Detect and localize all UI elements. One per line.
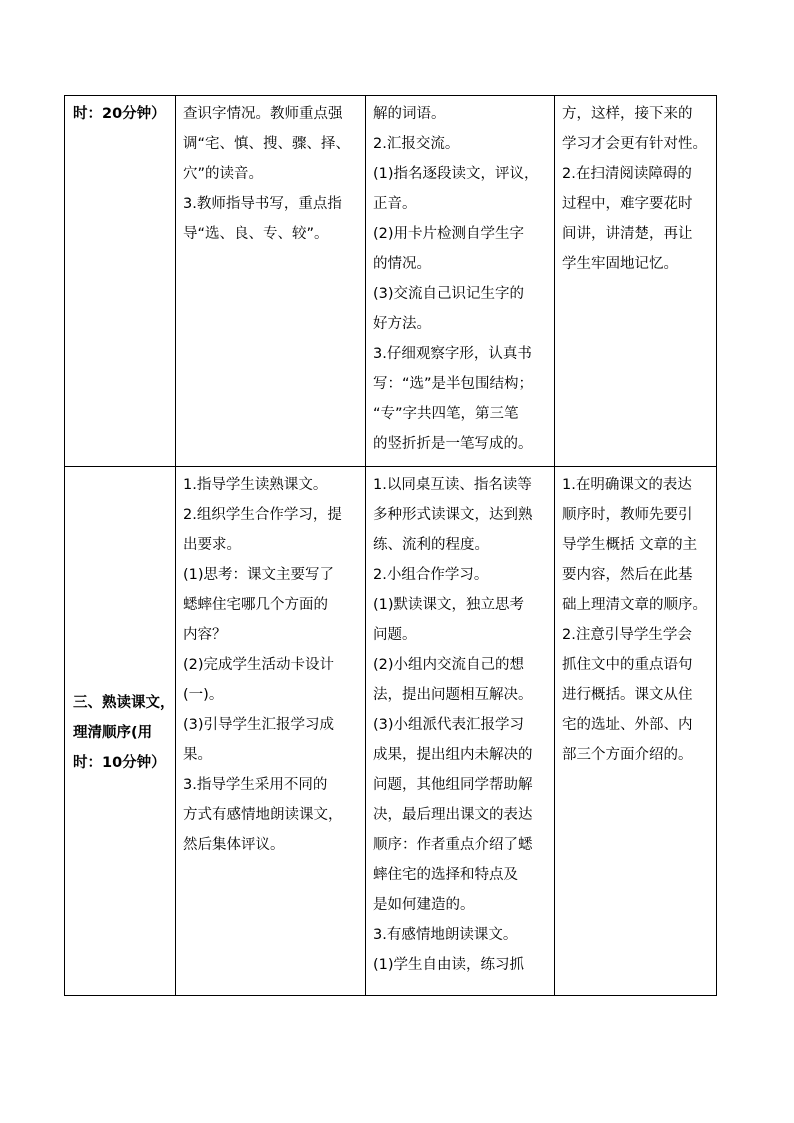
text-line: 2.小组合作学习。 (373, 567, 489, 583)
text-line: 成果，提出组内未解决的 (373, 747, 533, 763)
text-line: 2.注意引导学生学会 (562, 627, 692, 643)
stage-line: 三、熟读课文， (73, 694, 175, 711)
text-line: 学习才会更有针对性。 (562, 136, 707, 152)
text-line: 查识字情况。教师重点强 (183, 106, 343, 122)
text-line: 调“宅、慎、搜、骤、择、 (183, 136, 351, 152)
stage-cell (65, 467, 176, 996)
text-line: 解的词语。 (373, 106, 446, 122)
text-line: 蟋蟀住宅哪几个方面的 (183, 597, 328, 613)
text-line: 2.在扫清阅读障碍的 (562, 166, 692, 182)
text-line: 导“选、良、专、较”。 (183, 226, 329, 242)
text-line: 部三个方面介绍的。 (562, 747, 693, 763)
design-intent-cell (555, 467, 717, 996)
text-line: 问题。 (373, 627, 417, 643)
text-line: 方，这样，接下来的 (562, 106, 693, 122)
text-line: 多种形式读课文，达到熟 (373, 507, 533, 523)
text-line: (1)默读课文，独立思考 (373, 597, 525, 613)
text-line: 正音。 (373, 196, 417, 212)
text-line: (1)思考：课文主要写了 (183, 567, 335, 583)
text-line: 3.教师指导书写，重点指 (183, 196, 342, 212)
text-line: 1.指导学生读熟课文。 (183, 477, 328, 493)
text-line: 蟀住宅的选择和特点及 (373, 867, 518, 883)
text-line: 过程中，难字要花时 (562, 196, 693, 212)
text-line: 进行概括。课文从住 (562, 687, 693, 703)
text-line: 好方法。 (373, 316, 431, 332)
text-line: 然后集体评议。 (183, 837, 285, 853)
text-line: 抓住文中的重点语句 (562, 657, 693, 673)
text-line: 练、流利的程度。 (373, 537, 489, 553)
text-line: 决，最后理出课文的表达 (373, 807, 533, 823)
text-line: 方式有感情地朗读课文， (183, 807, 343, 823)
stage-line: 时：20分钟） (73, 106, 166, 122)
text-line: 3.有感情地朗读课文。 (373, 927, 518, 943)
stage-cell (65, 96, 176, 467)
text-line: 3.仔细观察字形，认真书 (373, 346, 532, 362)
text-line: 的情况。 (373, 256, 431, 272)
text-line: (1)指名逐段读文，评议， (373, 166, 539, 182)
student-activity-cell (366, 96, 555, 467)
text-line: 的竖折折是一笔写成的。 (373, 436, 533, 452)
text-line: 1.以同桌互读、指名读等 (373, 477, 532, 493)
design-intent-cell (555, 96, 717, 467)
teacher-activity-cell (176, 467, 366, 996)
text-line: 间讲，讲清楚，再让 (562, 226, 693, 242)
text-line: 要内容，然后在此基 (562, 567, 693, 583)
text-line: 宅的选址、外部、内 (562, 717, 693, 733)
text-line: 学生牢固地记忆。 (562, 256, 678, 272)
text-line: “专”字共四笔，第三笔 (373, 406, 519, 422)
table-row (65, 467, 717, 996)
text-line: 础上理清文章的顺序。 (562, 597, 707, 613)
text-line: (1)学生自由读，练习抓 (373, 957, 525, 973)
text-line: 顺序时，教师先要引 (562, 507, 693, 523)
text-line: 穴”的读音。 (183, 166, 264, 182)
text-line: 是如何建造的。 (373, 897, 475, 913)
text-line: 顺序：作者重点介绍了蟋 (373, 837, 533, 853)
lesson-plan-table (64, 95, 717, 996)
text-line: 出要求。 (183, 537, 241, 553)
text-line: 问题，其他组同学帮助解 (373, 777, 533, 793)
table-row (65, 96, 717, 467)
stage-line: 理清顺序(用 (73, 724, 153, 741)
text-line: 1.在明确课文的表达 (562, 477, 692, 493)
text-line: 3.指导学生采用不同的 (183, 777, 328, 793)
text-line: (2)小组内交流自己的想 (373, 657, 525, 673)
text-line: 2.汇报交流。 (373, 136, 460, 152)
text-line: (3)小组派代表汇报学习 (373, 717, 525, 733)
text-line: 果。 (183, 747, 212, 763)
text-line: (2)用卡片检测自学生字 (373, 226, 525, 242)
student-activity-cell (366, 467, 555, 996)
teacher-activity-cell (176, 96, 366, 467)
text-line: 2.组织学生合作学习，提 (183, 507, 342, 523)
text-line: (一)。 (183, 687, 224, 703)
text-line: (2)完成学生活动卡设计 (183, 657, 335, 673)
text-line: (3)交流自己识记生字的 (373, 286, 525, 302)
stage-line: 时：10分钟） (73, 754, 166, 771)
text-line: 导学生概括 文章的主 (562, 537, 698, 553)
text-line: 内容？ (183, 627, 227, 643)
text-line: 法，提出问题相互解决。 (373, 687, 533, 703)
text-line: 写：“选”是半包围结构； (373, 376, 534, 392)
text-line: (3)引导学生汇报学习成 (183, 717, 335, 733)
